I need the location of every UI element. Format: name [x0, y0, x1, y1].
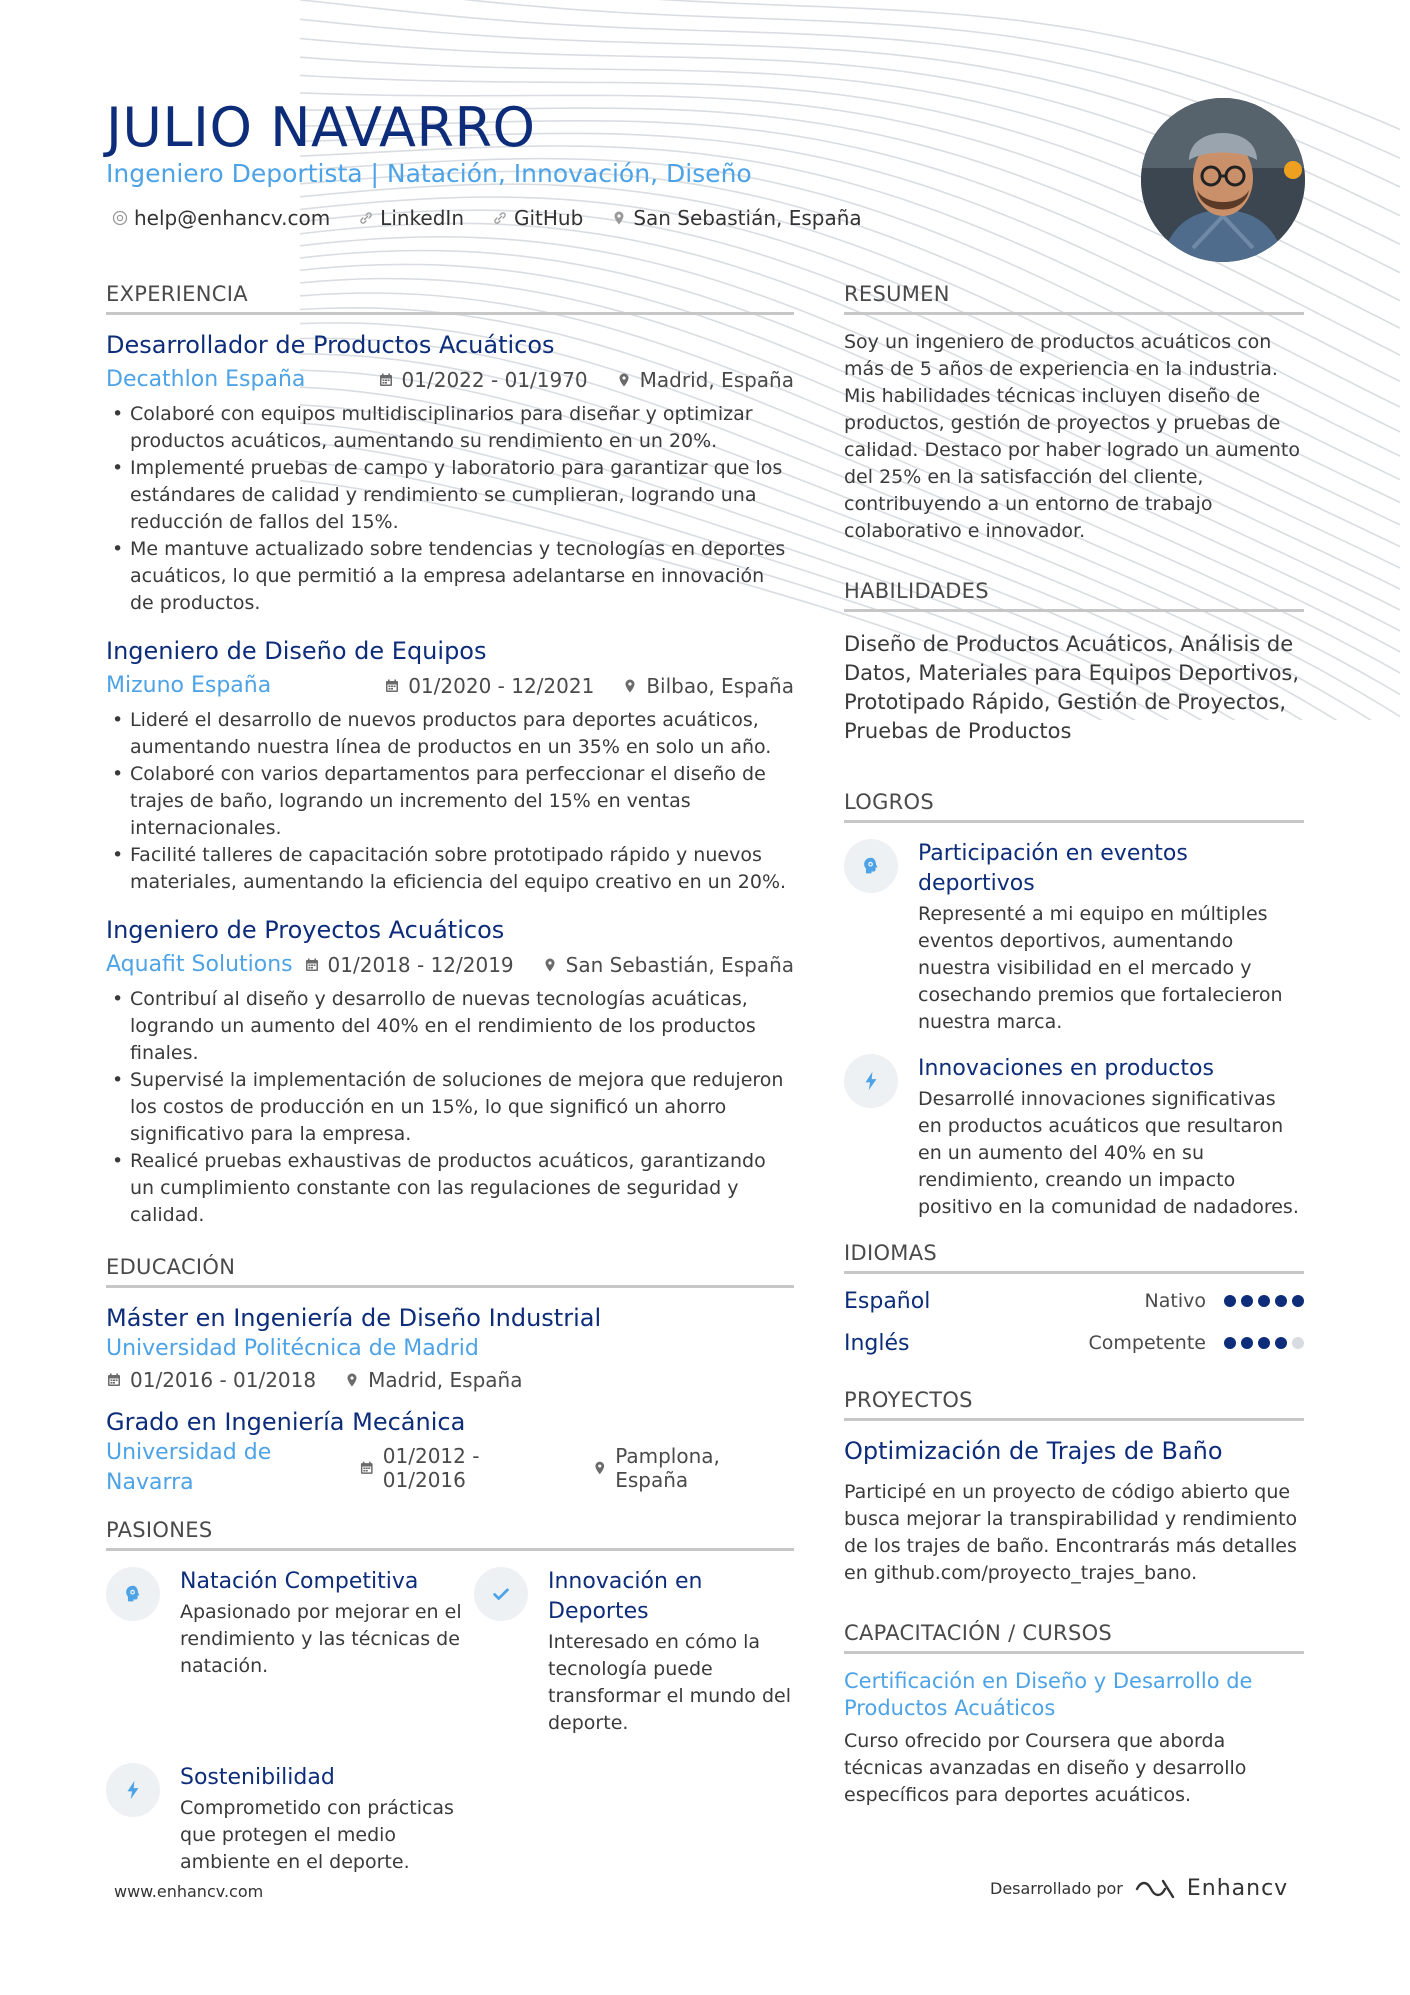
job-meta: [106, 671, 794, 701]
job-company: Mizuno España: [106, 673, 272, 698]
education-heading: EDUCACIÓN: [106, 1253, 794, 1288]
bolt-icon: [122, 1779, 144, 1801]
achievement-title: Innovaciones en productos: [918, 1056, 1214, 1081]
rating-dot: [1292, 1337, 1304, 1349]
at-icon: [112, 210, 128, 226]
education-dates: [106, 1368, 316, 1392]
job-entry: [106, 329, 794, 617]
education-location: [344, 1368, 522, 1392]
contact-github-text: GitHub: [514, 206, 584, 230]
passions-section: [106, 1516, 794, 1876]
education-location-text: Pamplona, España: [615, 1444, 720, 1492]
experience-section: [106, 280, 794, 1229]
education-degree: Grado en Ingeniería Mecánica: [106, 1408, 466, 1436]
location-icon: [592, 1460, 608, 1476]
language-rating: [1224, 1295, 1304, 1307]
job-location: [616, 368, 794, 392]
education-school: Universidad de Navarra: [106, 1440, 272, 1495]
job-title: Ingeniero de Proyectos Acuáticos: [106, 916, 505, 944]
contact-email-text: help@enhancv.com: [134, 206, 331, 230]
achievements-heading: LOGROS: [844, 788, 1304, 823]
job-bullet: • Implementé pruebas de campo y laboratorio para garantizar que los estándares de calidad y rendimiento se cumplieran, logrando una reducción de fallos del 15%.: [106, 455, 794, 536]
job-bullet: • Colaboré con varios departamentos para perfeccionar el diseño de trajes de baño, logrando un incremento del 15% en ventas internacionales.: [106, 761, 794, 842]
candidate-headline: Ingeniero Deportista | Natación, Innovación, Diseño: [106, 159, 752, 188]
job-bullet: • Lideré el desarrollo de nuevos productos para deportes acuáticos, aumentando nuestra línea de productos en un 35% en solo un año.: [106, 707, 794, 761]
summary-text: Soy un ingeniero de productos acuáticos con más de 5 años de experiencia en la industria. Mis habilidades técnicas incluyen diseño de productos, gestión de proyectos y pruebas de calidad. Destaco por haber logrado un aumento del 25% en la satisfacción del cliente, contribuyendo a un entorno de trabajo colaborativo e innovador.: [844, 331, 1300, 542]
languages-section: [844, 1239, 1304, 1364]
language-name: Inglés: [844, 1330, 910, 1356]
projects-section: [844, 1386, 1304, 1587]
achievement-item: [844, 839, 1304, 1036]
job-entry: [106, 635, 794, 896]
passion-item: [106, 1567, 466, 1737]
summary-heading: RESUMEN: [844, 280, 1304, 315]
job-company: Decathlon España: [106, 367, 306, 392]
footer-website[interactable]: www.enhancv.com: [114, 1882, 264, 1901]
language-level: Nativo: [1144, 1290, 1206, 1312]
location-icon: [344, 1372, 360, 1388]
calendar-icon: [359, 1460, 375, 1476]
job-bullets: [106, 401, 794, 617]
location-icon: [611, 210, 627, 226]
passion-title: Innovación en Deportes: [548, 1569, 703, 1624]
language-item: [844, 1280, 1304, 1322]
projects-heading: PROYECTOS: [844, 1386, 1304, 1421]
job-bullet: • Contribuí al diseño y desarrollo de nuevas tecnologías acuáticas, logrando un aumento del 40% en el rendimiento de los productos finales.: [106, 986, 794, 1067]
contact-linkedin-text: LinkedIn: [380, 206, 464, 230]
project-title: Optimización de Trajes de Baño: [844, 1437, 1223, 1465]
education-entry: [106, 1302, 794, 1392]
contact-bar: [112, 204, 862, 232]
job-dates-text: 01/2022 - 01/1970: [401, 368, 588, 392]
contact-email[interactable]: [112, 204, 330, 232]
skills-section: [844, 577, 1304, 746]
job-location: [542, 953, 794, 977]
passions-heading: PASIONES: [106, 1516, 794, 1551]
candidate-name: JULIO NAVARRO: [106, 96, 536, 159]
passion-item: [106, 1763, 466, 1876]
job-dates: [378, 368, 588, 392]
rating-dot: [1241, 1337, 1253, 1349]
job-title: Desarrollador de Productos Acuáticos: [106, 331, 555, 359]
enhancv-logo-icon: [1133, 1877, 1177, 1901]
rating-dot: [1258, 1337, 1270, 1349]
job-bullet: • Me mantuve actualizado sobre tendencias y tecnologías en deportes acuáticos, lo que permitió a la empresa adelantarse en innovación de productos.: [106, 536, 794, 617]
rating-dot: [1275, 1295, 1287, 1307]
passion-item: [474, 1567, 794, 1737]
skills-heading: HABILIDADES: [844, 577, 1304, 612]
courses-heading: CAPACITACIÓN / CURSOS: [844, 1619, 1304, 1654]
job-dates: [304, 953, 514, 977]
brain-icon: [122, 1583, 144, 1605]
rating-dot: [1258, 1295, 1270, 1307]
job-bullet: • Realicé pruebas exhaustivas de productos acuáticos, garantizando un cumplimiento constante con las regulaciones de seguridad y calidad.: [106, 1148, 794, 1229]
skills-text: Diseño de Productos Acuáticos, Análisis de Datos, Materiales para Equipos Deportivos, Prototipado Rápido, Gestión de Proyectos, Pruebas de Productos: [844, 632, 1300, 743]
passion-desc: Interesado en cómo la tecnología puede transformar el mundo del deporte.: [548, 1631, 791, 1734]
project-desc: Participé en un proyecto de código abierto que busca mejorar la transpirabilidad y rendimiento de los trajes de baño. Encontrarás más detalles en github.com/proyecto_trajes_bano.: [844, 1481, 1298, 1584]
education-section: [106, 1253, 794, 1498]
language-level: Competente: [1088, 1332, 1206, 1354]
languages-heading: IDIOMAS: [844, 1239, 1304, 1274]
job-bullet: • Supervisé la implementación de soluciones de mejora que redujeron los costos de producción en un 15%, lo que significó un ahorro significativo para la empresa.: [106, 1067, 794, 1148]
passion-title: Sostenibilidad: [180, 1765, 335, 1790]
job-dates-text: 01/2018 - 12/2019: [327, 953, 514, 977]
job-company: Aquafit Solutions: [106, 952, 293, 977]
location-icon: [542, 957, 558, 973]
education-dates-text: 01/2016 - 01/2018: [130, 1368, 317, 1392]
job-bullet: • Colaboré con equipos multidisciplinarios para diseñar y optimizar productos acuáticos, aumentando su rendimiento en un 20%.: [106, 401, 794, 455]
language-item: [844, 1322, 1304, 1364]
achievement-item: [844, 1054, 1304, 1221]
job-location-text: Bilbao, España: [646, 674, 794, 698]
calendar-icon: [384, 678, 400, 694]
calendar-icon: [106, 1372, 122, 1388]
rating-dot: [1292, 1295, 1304, 1307]
brain-icon: [860, 855, 882, 877]
achievement-desc: Representé a mi equipo en múltiples eventos deportivos, aumentando nuestra visibilidad en el mercado y cosechando premios que fortalecieron nuestra marca.: [918, 903, 1283, 1033]
language-name: Español: [844, 1288, 931, 1314]
job-dates: [384, 674, 594, 698]
education-entry: [106, 1406, 794, 1498]
education-location: [592, 1444, 794, 1492]
job-bullets: [106, 986, 794, 1229]
passion-title: Natación Competitiva: [180, 1569, 419, 1594]
left-column: [106, 280, 794, 1876]
job-title: Ingeniero de Diseño de Equipos: [106, 637, 487, 665]
footer-powered-by: Desarrollado por: [990, 1879, 1123, 1898]
bolt-icon: [860, 1070, 882, 1092]
experience-heading: EXPERIENCIA: [106, 280, 794, 315]
rating-dot: [1224, 1295, 1236, 1307]
check-icon: [490, 1583, 512, 1605]
job-meta: [106, 365, 794, 395]
job-meta: [106, 950, 794, 980]
profile-photo-image: [1141, 98, 1305, 262]
contact-linkedin[interactable]: [358, 204, 464, 232]
location-icon: [622, 678, 638, 694]
course-desc: Curso ofrecido por Coursera que aborda técnicas avanzadas en diseño y desarrollo específicos para deportes acuáticos.: [844, 1730, 1247, 1806]
contact-github[interactable]: [492, 204, 583, 232]
rating-dot: [1224, 1337, 1236, 1349]
education-degree: Máster en Ingeniería de Diseño Industrial: [106, 1304, 602, 1332]
calendar-icon: [378, 372, 394, 388]
achievements-section: [844, 788, 1304, 1221]
job-location-text: San Sebastián, España: [565, 953, 794, 977]
footer-brand: Enhancv: [1186, 1876, 1289, 1901]
calendar-icon: [304, 957, 320, 973]
education-location-text: Madrid, España: [368, 1368, 523, 1392]
right-column: [844, 280, 1304, 1809]
education-dates: [359, 1444, 563, 1492]
footer-branding: [990, 1876, 1288, 1901]
passion-desc: Comprometido con prácticas que protegen el medio ambiente en el deporte.: [180, 1797, 454, 1873]
job-dates-text: 01/2020 - 12/2021: [408, 674, 595, 698]
job-location: [622, 674, 794, 698]
summary-section: [844, 280, 1304, 545]
language-rating: [1224, 1337, 1304, 1349]
profile-photo: [1141, 98, 1305, 262]
rating-dot: [1241, 1295, 1253, 1307]
rating-dot: [1275, 1337, 1287, 1349]
contact-location: [611, 204, 861, 232]
courses-section: [844, 1619, 1304, 1809]
course-title: Certificación en Diseño y Desarrollo de Productos Acuáticos: [844, 1669, 1253, 1720]
job-bullets: [106, 707, 794, 896]
passion-desc: Apasionado por mejorar en el rendimiento y las técnicas de natación.: [180, 1601, 462, 1677]
education-dates-text: 01/2012 - 01/2016: [382, 1444, 480, 1492]
location-icon: [616, 372, 632, 388]
achievement-desc: Desarrollé innovaciones significativas en productos acuáticos que resultaron en un aumento del 40% en su rendimiento, creando un impacto positivo en la comunidad de nadadores.: [918, 1088, 1299, 1218]
link-icon: [358, 210, 374, 226]
job-entry: [106, 914, 794, 1229]
job-location-text: Madrid, España: [639, 368, 794, 392]
link-icon: [492, 210, 508, 226]
job-bullet: • Facilité talleres de capacitación sobre prototipado rápido y nuevos materiales, aumentando la eficiencia del equipo creativo en un 20%.: [106, 842, 794, 896]
achievement-title: Participación en eventos deportivos: [918, 841, 1188, 896]
contact-location-text: San Sebastián, España: [633, 206, 862, 230]
education-school: Universidad Politécnica de Madrid: [106, 1336, 479, 1361]
